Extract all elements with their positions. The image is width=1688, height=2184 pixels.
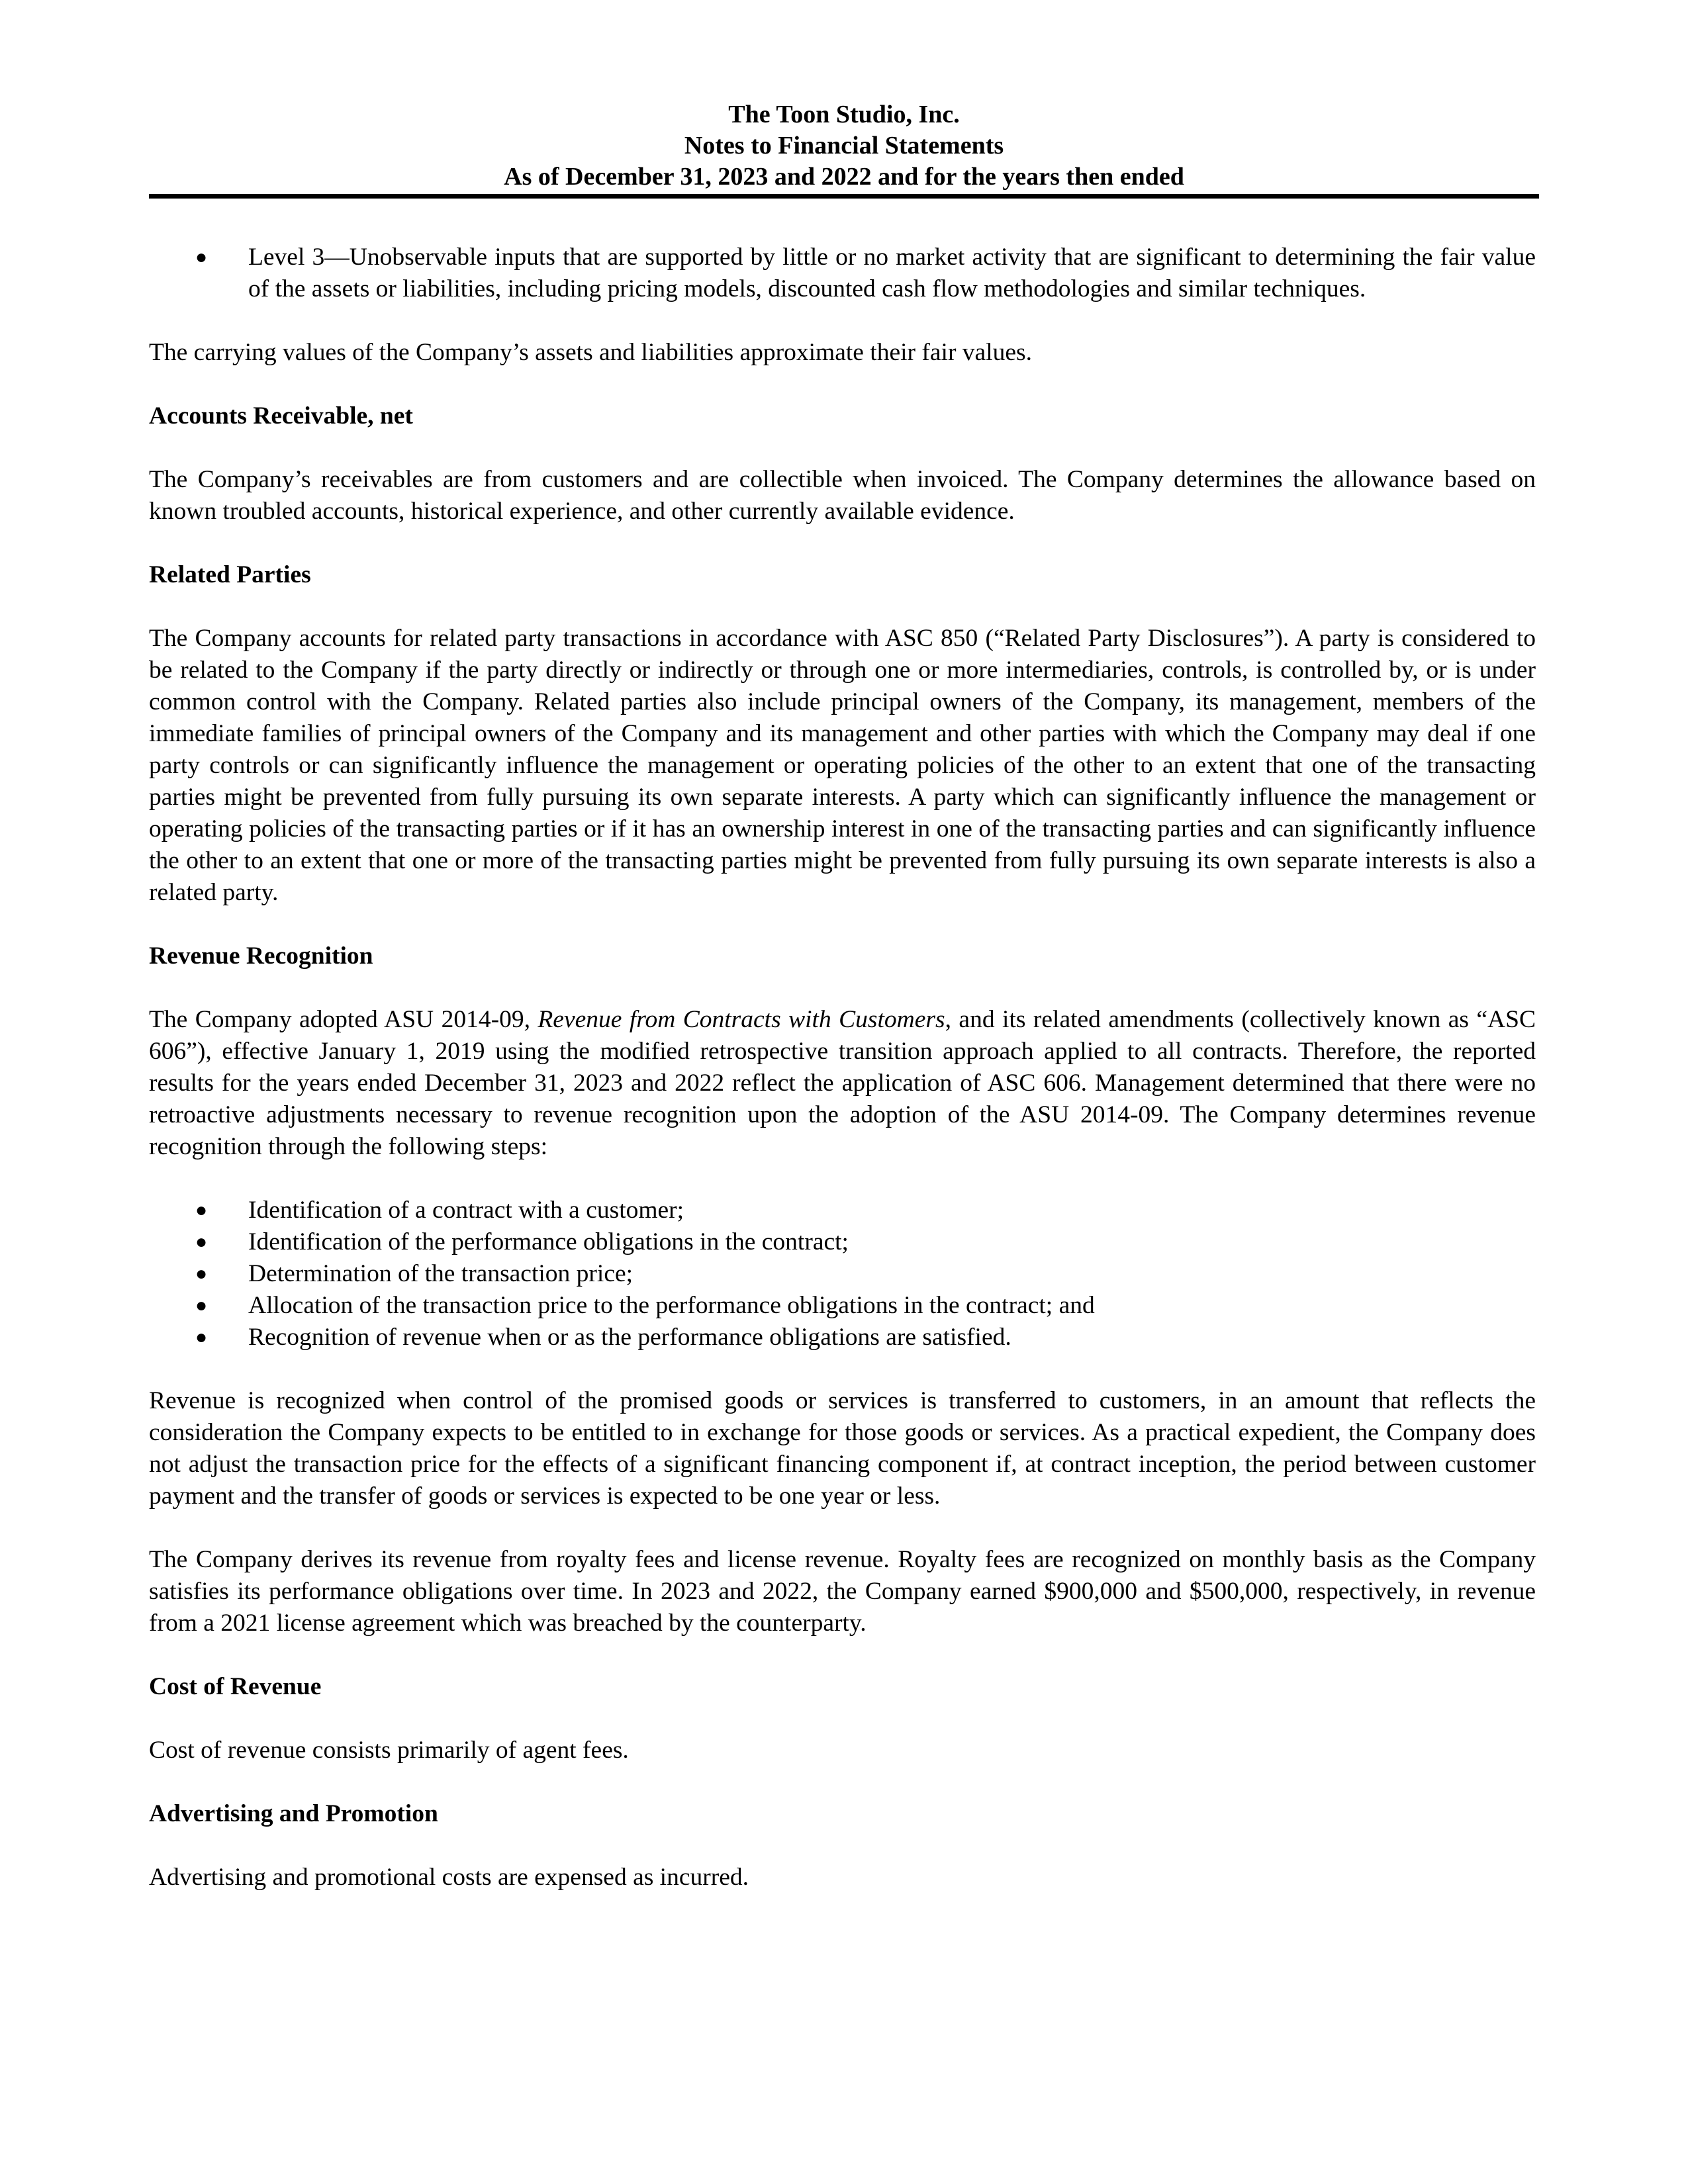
level-3-text: Level 3—Unobservable inputs that are supported by little or no market activity that are significant to determining the fair value of the assets or liabilities, including pricing models, discounted cash flow methodologies and similar techniques. xyxy=(248,244,1536,302)
cost-of-revenue-heading: Cost of Revenue xyxy=(149,1673,322,1700)
accounts-receivable-heading: Accounts Receivable, net xyxy=(149,402,413,430)
revenue-recognition-paragraph-1 xyxy=(149,1004,1536,1163)
company-name: The Toon Studio, Inc. xyxy=(728,101,960,128)
related-parties-heading: Related Parties xyxy=(149,561,311,588)
document-title: Notes to Financial Statements xyxy=(684,132,1004,159)
cost-of-revenue-paragraph: Cost of revenue consists primarily of agent fees. xyxy=(149,1737,629,1764)
fair-value-paragraph: The carrying values of the Company’s assets and liabilities approximate their fair values. xyxy=(149,339,1032,366)
revenue-recognition-paragraph-2: Revenue is recognized when control of the promised goods or services is transferred to customers, in an amount that reflects the consideration the Company expects to be entitled to in exchange for those goods or services. As a practical expedient, the Company does not adjust the transaction price for the effects of a significant financing component if, at contract inception, the period between customer payment and the transfer of goods or services is expected to be one year or less. xyxy=(149,1387,1536,1510)
step-text: Identification of the performance obligations in the contract; xyxy=(248,1228,849,1255)
asu-description: , and its related amendments (collectively known as “ASC 606”), effective January 1, 2019 using the modified retrospective transition approach applied to all contracts. Therefore, the reported results for the years ended December 31, 2023 and 2022 reflect the application of ASC 606. Management determined that there were no retroactive adjustments necessary to revenue recognition upon the adoption of the ASU 2014-09. The Company determines revenue recognition through the following steps: xyxy=(149,1006,1536,1160)
list-item xyxy=(149,1195,1536,1226)
asu-title: , Revenue from Contracts with Customers xyxy=(524,1006,945,1033)
revenue-recognition-heading: Revenue Recognition xyxy=(149,942,373,970)
bullet-icon: ● xyxy=(195,1231,208,1253)
list-item xyxy=(149,242,1536,305)
revenue-steps-list xyxy=(149,1195,1536,1353)
step-text: Determination of the transaction price; xyxy=(248,1260,633,1287)
page-header xyxy=(149,99,1539,193)
bullet-icon: ● xyxy=(195,1295,208,1316)
list-item xyxy=(149,1322,1536,1353)
fair-value-levels-list xyxy=(149,242,1536,305)
header-rule xyxy=(149,194,1539,199)
notes-body xyxy=(149,242,1536,1893)
revenue-recognition-paragraph-3: The Company derives its revenue from royalty fees and license revenue. Royalty fees are recognized on monthly basis as the Company satisfies its performance obligations over time. In 2023 and 2022, the Company earned $900,000 and $500,000, respectively, in revenue from a 2021 license agreement which was breached by the counterparty. xyxy=(149,1546,1536,1637)
advertising-heading: Advertising and Promotion xyxy=(149,1800,438,1827)
step-text: Allocation of the transaction price to the performance obligations in the contract; and xyxy=(248,1292,1095,1319)
accounts-receivable-paragraph: The Company’s receivables are from customers and are collectible when invoiced. The Company determines the allowance based on known troubled accounts, historical experience, and other currently available evidence. xyxy=(149,466,1536,525)
bullet-icon: ● xyxy=(195,1326,208,1348)
advertising-paragraph: Advertising and promotional costs are expensed as incurred. xyxy=(149,1864,749,1891)
bullet-icon: ● xyxy=(195,246,208,268)
list-item xyxy=(149,1258,1536,1290)
bullet-icon: ● xyxy=(195,1199,208,1221)
bullet-icon: ● xyxy=(195,1263,208,1285)
asu-reference: The Company adopted ASU 2014-09 xyxy=(149,1006,524,1033)
reporting-period: As of December 31, 2023 and 2022 and for the years then ended xyxy=(504,163,1184,191)
related-parties-paragraph: The Company accounts for related party transactions in accordance with ASC 850 (“Related Party Disclosures”). A party is considered to be related to the Company if the party directly or indirectly or through one or more intermediaries, controls, is controlled by, or is under common control with the Company. Related parties also include principal owners of the Company, its management, members of the immediate families of principal owners of the Company and its management and other parties with which the Company may deal if one party controls or can significantly influence the management or operating policies of the other to an extent that one of the transacting parties might be prevented from fully pursuing its own separate interests. A party which can significantly influence the management or operating policies of the transacting parties or if it has an ownership interest in one of the transacting parties and can significantly influence the other to an extent that one or more of the transacting parties might be prevented from fully pursuing its own separate interests is also a related party. xyxy=(149,625,1536,906)
list-item xyxy=(149,1226,1536,1258)
step-text: Recognition of revenue when or as the performance obligations are satisfied. xyxy=(248,1324,1011,1351)
list-item xyxy=(149,1290,1536,1322)
step-text: Identification of a contract with a customer; xyxy=(248,1197,684,1224)
